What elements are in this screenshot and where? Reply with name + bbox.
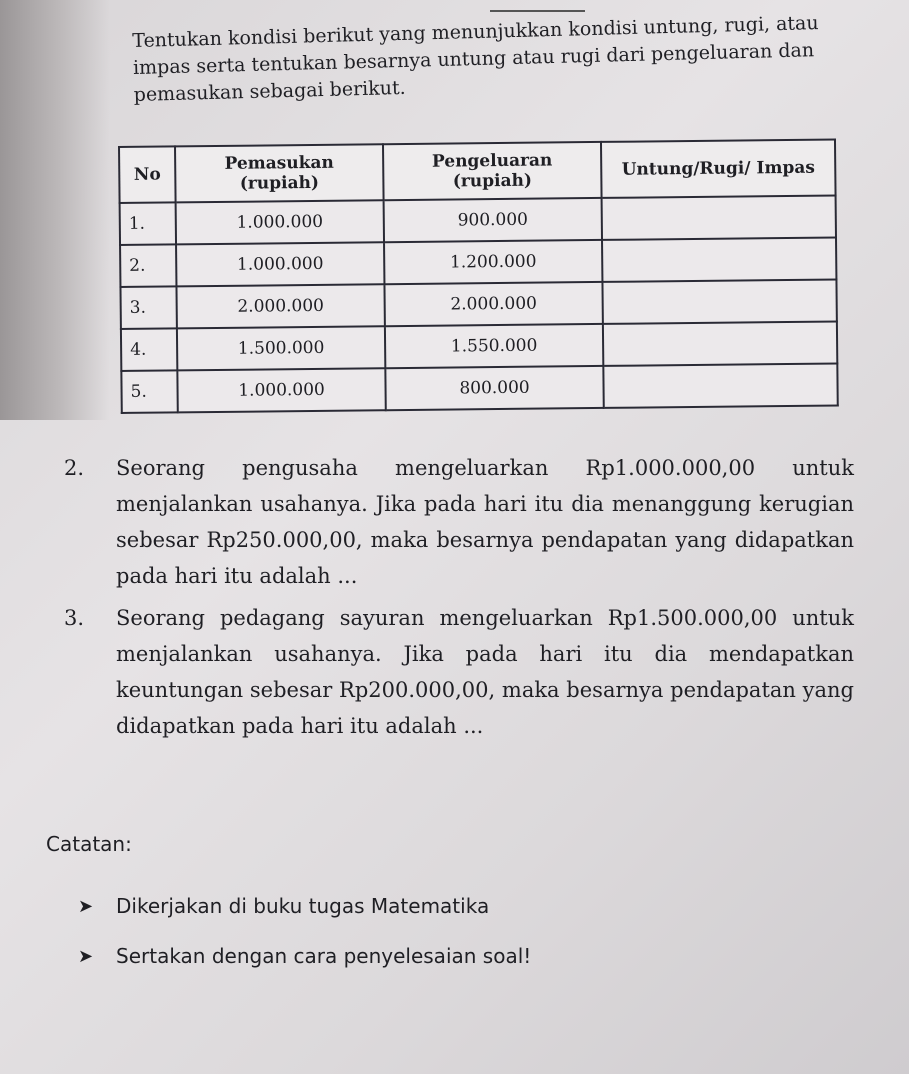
arrow-bullet-icon: ➤ — [78, 945, 94, 967]
row-hasil[interactable] — [602, 237, 836, 281]
question-text: Seorang pengusaha mengeluarkan Rp1.000.000,00 untuk menjalankan usahanya. Jika pada hari itu dia menanggung kerugian sebesar Rp250.000,00, maka besarnya pendapatan yang didapatkan pada hari itu adalah ... — [116, 456, 854, 588]
row-hasil[interactable] — [602, 279, 836, 323]
table-row — [120, 195, 836, 244]
note-item — [78, 894, 489, 918]
pen-line — [490, 10, 585, 12]
row-pengeluaran: 2.000.000 — [384, 282, 602, 326]
intro-text: Tentukan kondisi berikut yang menunjukkan kondisi untung, rugi, atau impas serta tentukan besarnya untung atau rugi dari pengeluaran dan pemasukan sebagai berikut. — [132, 12, 819, 106]
profit-loss-table — [118, 138, 839, 414]
header-no: No — [119, 146, 176, 203]
row-no: 3. — [120, 286, 176, 329]
table-row — [120, 279, 836, 328]
row-no: 4. — [121, 328, 177, 371]
question-text: Seorang pedagang sayuran mengeluarkan Rp1.500.000,00 untuk menjalankan usahanya. Jika pada hari itu dia mendapatkan keuntungan sebesar Rp200.000,00, maka besarnya pendapatan yang didapatkan pada hari itu adalah ... — [116, 606, 854, 738]
question-list — [64, 450, 854, 748]
row-pemasukan: 1.000.000 — [177, 368, 385, 412]
row-pemasukan: 1.000.000 — [176, 200, 384, 244]
row-hasil[interactable] — [603, 363, 837, 407]
notes-title: Catatan: — [46, 832, 132, 856]
row-hasil[interactable] — [603, 321, 837, 365]
row-pengeluaran: 900.000 — [384, 198, 602, 242]
row-pengeluaran: 1.550.000 — [385, 324, 603, 368]
table-header-row — [119, 139, 836, 202]
table-row — [121, 321, 837, 370]
row-pengeluaran: 800.000 — [385, 366, 603, 410]
row-no: 1. — [120, 202, 176, 245]
question-item — [64, 600, 854, 744]
header-pemasukan: Pemasukan (rupiah) — [175, 144, 384, 202]
row-hasil[interactable] — [602, 195, 836, 239]
note-text: Sertakan dengan cara penyelesaian soal! — [116, 944, 532, 968]
table-row — [121, 363, 837, 412]
table-row — [120, 237, 836, 286]
row-pemasukan: 2.000.000 — [176, 284, 384, 328]
note-text: Dikerjakan di buku tugas Matematika — [116, 894, 490, 918]
question-number: 3. — [64, 606, 85, 630]
question-item — [64, 450, 854, 594]
page-shadow — [0, 0, 110, 420]
header-hasil: Untung/Rugi/ Impas — [601, 139, 836, 197]
row-no: 2. — [120, 244, 176, 287]
row-pemasukan: 1.000.000 — [176, 242, 384, 286]
header-pengeluaran: Pengeluaran (rupiah) — [383, 142, 602, 200]
row-pemasukan: 1.500.000 — [177, 326, 385, 370]
arrow-bullet-icon: ➤ — [78, 895, 94, 917]
row-pengeluaran: 1.200.000 — [384, 240, 602, 284]
question-number: 2. — [64, 456, 85, 480]
row-no: 5. — [121, 370, 177, 413]
note-item — [78, 944, 531, 968]
